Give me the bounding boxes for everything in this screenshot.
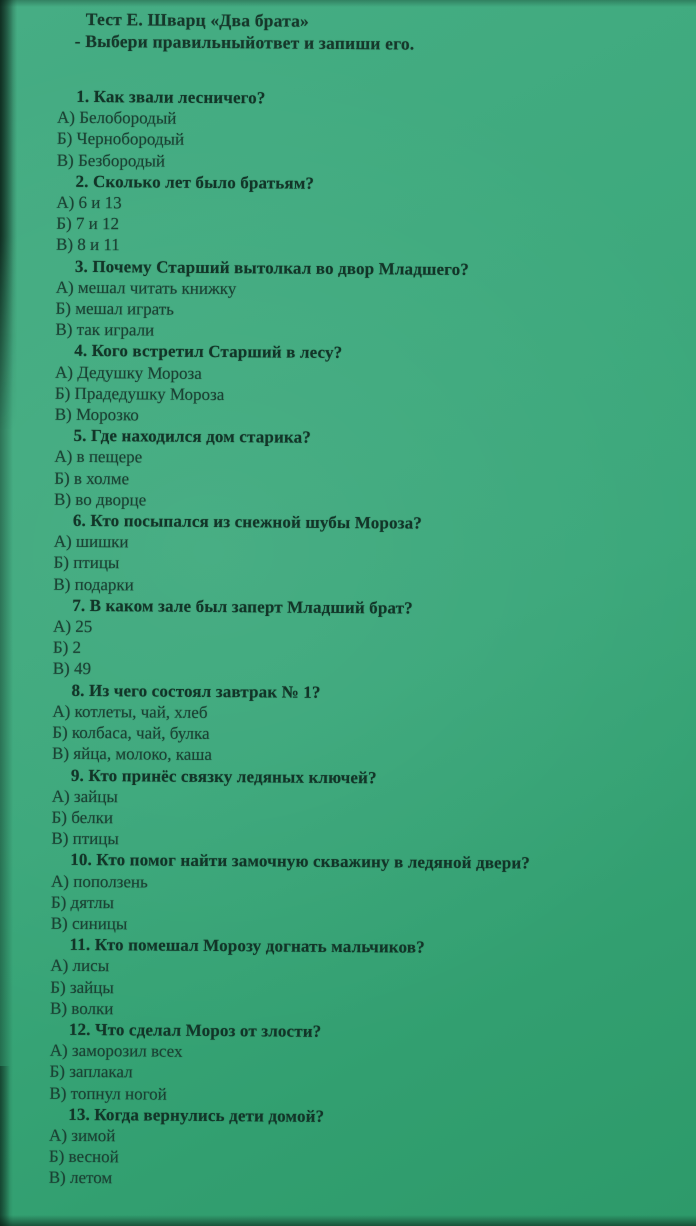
option-line: Б) зайцы [50, 977, 114, 997]
option-line: В) 8 и 11 [56, 235, 120, 255]
option-line: В) подарки [53, 574, 134, 595]
question-header: 3. Почему Старший вытолкал во двор Младшего? [74, 256, 470, 279]
question-block [56, 171, 695, 261]
question-header: 7. В каком зале был заперт Младший брат? [72, 595, 413, 618]
option-line: А) 6 и 13 [56, 192, 122, 213]
option-line: А) поползень [51, 871, 148, 891]
option-line: Б) заплакал [49, 1062, 133, 1082]
question-header: 5. Где находился дом старика? [73, 426, 312, 447]
test-title: Тест Е. Шварц «Два брата» [85, 8, 310, 31]
option-line: В) 49 [52, 659, 92, 679]
questions-list [0, 85, 695, 1193]
option-line: А) шишки [53, 531, 129, 552]
option-line: Б) дятлы [50, 892, 115, 912]
question-header: 1. Как звали лесничего? [76, 86, 266, 108]
option-line: В) яйца, молоко, каша [52, 744, 213, 765]
question-header: 8. Из чего состоял завтрак № 1? [71, 680, 321, 702]
option-line: В) так играли [55, 319, 155, 340]
option-line: А) лисы [50, 956, 110, 976]
question-header: 13. Когда вернулись дети домой? [68, 1104, 325, 1126]
question-block [50, 934, 689, 1024]
option-line: В) Морозко [54, 404, 139, 425]
option-line: Б) Чернобородый [56, 129, 185, 150]
question-block [53, 595, 692, 685]
option-line: В) птицы [51, 828, 119, 849]
option-line: В) Безбородый [56, 150, 166, 171]
question-header: 2. Сколько лет было братьям? [75, 171, 315, 193]
test-header [0, 0, 696, 57]
option-line: В) во дворце [54, 489, 147, 510]
question-block [52, 679, 691, 769]
option-line: В) синицы [50, 913, 128, 934]
question-block [49, 1103, 688, 1193]
option-line: Б) колбаса, чай, булка [52, 722, 210, 744]
option-line: В) волки [50, 998, 114, 1018]
question-block [49, 1019, 688, 1109]
option-line: А) в пещере [54, 447, 143, 467]
paper-edge-bottom-shadow [0, 1215, 696, 1226]
option-line: А) Белобородый [57, 107, 177, 128]
option-line: А) котлеты, чай, хлеб [52, 701, 208, 722]
option-line: Б) 2 [52, 638, 82, 658]
option-line: В) летом [48, 1168, 113, 1188]
option-line: Б) в холме [54, 468, 130, 488]
question-header: 6. Кто посыпался из снежной шубы Мороза? [72, 510, 423, 533]
question-block [53, 510, 692, 600]
question-header: 11. Кто помешал Морозу догнать мальчиков? [69, 934, 425, 957]
option-line: Б) белки [51, 807, 114, 828]
option-line: А) мешал читать книжку [55, 277, 237, 298]
option-line: Б) 7 и 12 [56, 213, 120, 234]
option-line: Б) птицы [53, 553, 120, 573]
question-block [57, 86, 696, 176]
option-line: А) заморозил всех [49, 1040, 183, 1061]
question-block [55, 340, 694, 430]
question-header: 9. Кто принёс связку ледяных ключей? [70, 765, 377, 787]
question-header: 4. Кого встретил Старший в лесу? [74, 341, 343, 363]
option-line: А) зимой [49, 1125, 116, 1146]
option-line: А) 25 [53, 616, 93, 637]
question-header: 10. Кто помог найти замочную скважину в ледяной двери? [70, 850, 531, 873]
test-instruction: - Выбери правильныйответ и запиши его. [74, 30, 415, 54]
option-line: А) Дедушку Мороза [55, 362, 202, 383]
question-block [54, 425, 693, 515]
question-block [51, 764, 690, 854]
question-header: 12. Что сделал Мороз от злости? [68, 1019, 322, 1041]
option-line: В) топнул ногой [49, 1083, 167, 1104]
option-line: Б) весной [48, 1146, 119, 1167]
question-block [51, 849, 690, 939]
option-line: Б) Прадедушку Мороза [54, 383, 225, 404]
question-block [55, 255, 694, 345]
option-line: Б) мешал играть [55, 298, 175, 319]
option-line: А) зайцы [51, 786, 118, 806]
